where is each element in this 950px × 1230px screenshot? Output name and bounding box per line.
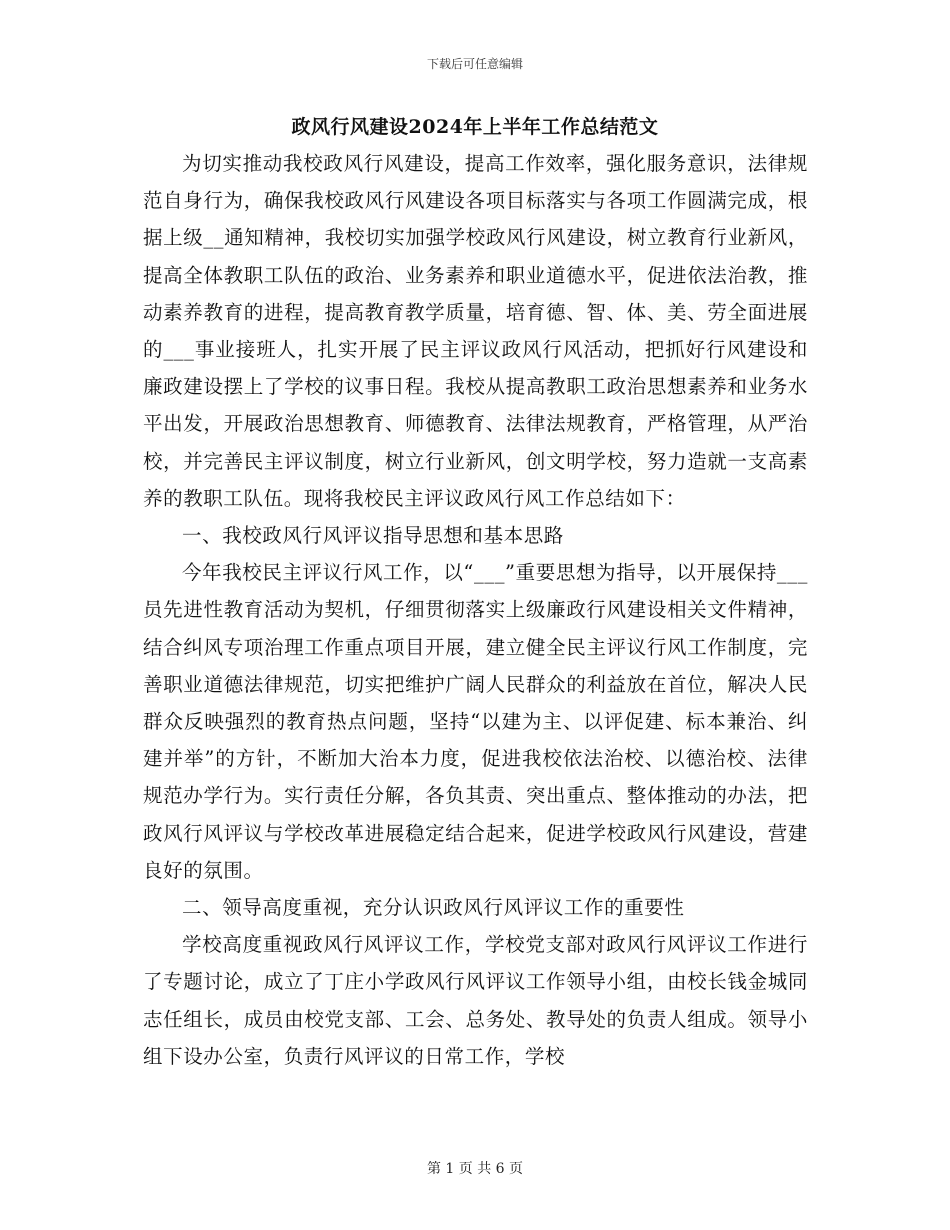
- paragraph-intro: 为切实推动我校政风行风建设，提高工作效率，强化服务意识，法律规范自身行为，确保我校政风行风建设各项目标落实与各项工作圆满完成，根据上级__通知精神，我校切实加强学校政风行风建设，树立教育行业新风，提高全体教职工队伍的政治、业务素养和职业道德水平，促进依法治教，推动素养教育的进程，提高教育教学质量，培育德、智、体、美、劳全面进展的___事业接班人，扎实开展了民主评议政风行风活动，把抓好行风建设和廉政建设摆上了学校的议事日程。我校从提高教职工政治思想素养和业务水平出发，开展政治思想教育、师德教育、法律法规教育，严格管理，从严治校，并完善民主评议制度，树立行业新风，创文明学校，努力造就一支高素养的教职工队伍。现将我校民主评议政风行风工作总结如下：: [143, 152, 808, 510]
- page-number: 第 1 页 共 6 页: [426, 1161, 524, 1177]
- section-heading-2: 二、领导高度重视，充分认识政风行风评议工作的重要性: [182, 896, 685, 920]
- header-note: 下载后可任意编辑: [426, 57, 523, 71]
- paragraph-section-1: 今年我校民主评议行风工作，以“___”重要思想为指导，以开展保持___员先进性教育活动为契机，仔细贯彻落实上级廉政行风建设相关文件精神，结合纠风专项治理工作重点项目开展，建立健全民主评议行风工作制度，完善职业道德法律规范，切实把维护广阔人民群众的利益放在首位，解决人民群众反映强烈的教育热点问题，坚持“以建为主、以评促建、标本兼治、纠建并举”的方针，不断加大治本力度，促进我校依法治校、以德治校、法律规范办学行为。实行责任分解，各负其责、突出重点、整体推动的办法，把政风行风评议与学校改革进展稳定结合起来，促进学校政风行风建设，营建良好的氛围。: [143, 561, 808, 882]
- document-body: [143, 145, 808, 1075]
- document-title: 政风行风建设2024年上半年工作总结范文: [291, 116, 659, 138]
- paragraph-section-2: 学校高度重视政风行风评议工作，学校党支部对政风行风评议工作进行了专题讨论，成立了丁庄小学政风行风评议工作领导小组，由校长钱金城同志任组长，成员由校党支部、工会、总务处、教导处的负责人组成。领导小组下设办公室，负责行风评议的日常工作，学校: [143, 933, 808, 1068]
- section-heading-1: 一、我校政风行风评议指导思想和基本思路: [182, 524, 564, 548]
